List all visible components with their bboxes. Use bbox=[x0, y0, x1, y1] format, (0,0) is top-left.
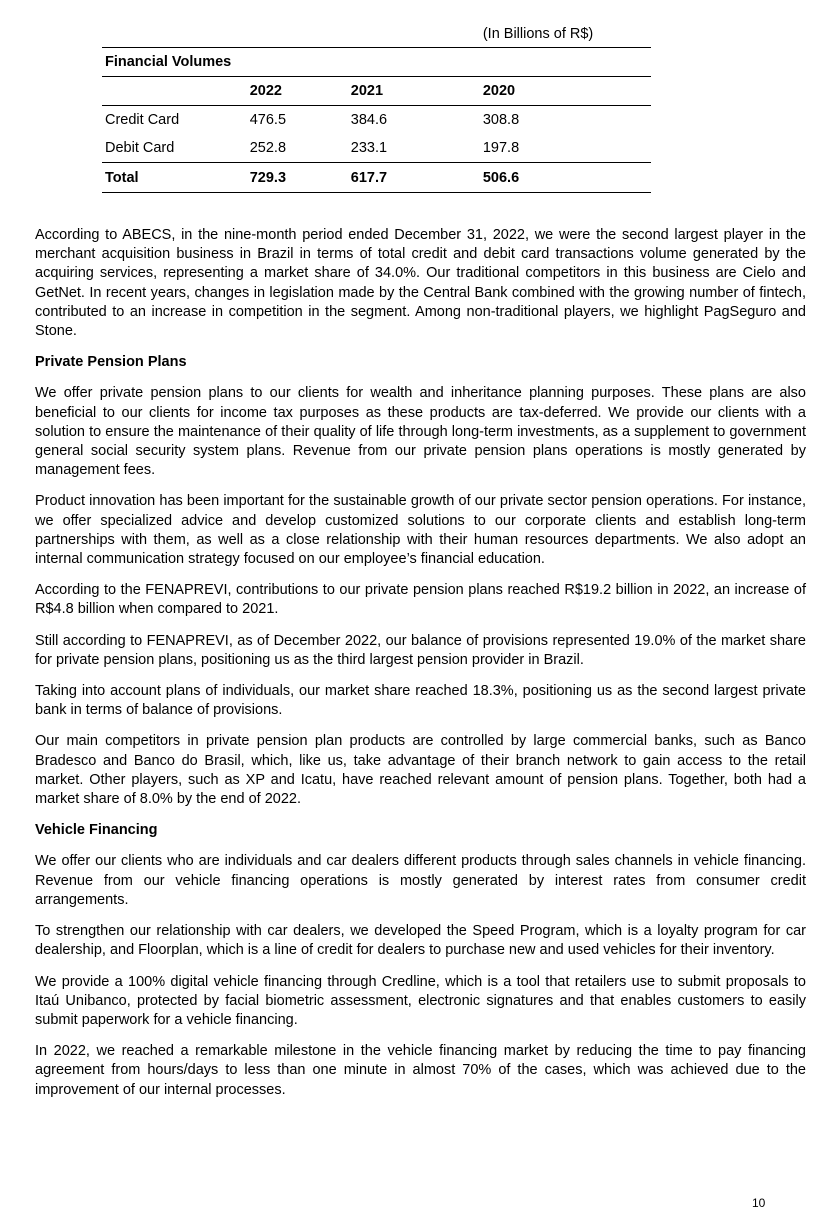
paragraph-pension-provisions: Still according to FENAPREVI, as of December 2022, our balance of provisions represented 19.0% of the market share for private pension plans, positioning us as the third largest pension provider in Brazil. bbox=[35, 632, 806, 668]
cell-value: 252.8 bbox=[249, 140, 287, 156]
paragraph-abecs: According to ABECS, in the nine-month period ended December 31, 2022, we were the second largest player in the merchant acquisition business in Brazil in terms of total credit and debit card transactions volume generated by the acquiring services, representing a market share of 34.0%. Our traditional competitors in this business are Cielo and GetNet. In recent years, changes in legislation made by the Central Bank combined with the growing number of fintech, contributed to an increase in competition in the segment. Among non-traditional players, we highlight PagSeguro and Stone. bbox=[35, 227, 806, 340]
cell-value: 197.8 bbox=[482, 140, 520, 156]
table-unit-row bbox=[102, 20, 651, 48]
cell-value: 308.8 bbox=[482, 112, 520, 128]
table-total-row bbox=[102, 163, 651, 193]
total-value: 617.7 bbox=[348, 163, 480, 193]
unit-label: (In Billions of R$) bbox=[480, 20, 651, 48]
year-header: 2022 bbox=[247, 77, 348, 106]
row-label: Credit Card bbox=[105, 112, 180, 128]
paragraph-pension-innovation: Product innovation has been important for the sustainable growth of our private sector pension operations. For instance, we offer specialized advice and develop customized solutions to our corporate clients and establish long-term partnerships with them, as well as a close relationship with their human resources departments. We also adopt an internal communication strategy focused on our employee’s financial education. bbox=[35, 493, 806, 568]
paragraph-pension-competitors: Our main competitors in private pension plan products are controlled by large commercial banks, such as Banco Bradesco and Banco do Brasil, which, like us, take advantage of their branch network to gain access to the retail market. Other players, such as XP and Icatu, have reached relevant amount of pension plans. Together, both had a market share of 8.0% by the end of 2022. bbox=[35, 733, 806, 808]
cell-value: 233.1 bbox=[350, 140, 388, 156]
paragraph-pension-overview: We offer private pension plans to our clients for wealth and inheritance planning purposes. These plans are also beneficial to our clients for income tax purposes as these products are tax-deferred. We provide our clients with a solution to ensure the maintenance of their quality of life through long-term investments, as a supplement to government general social security system plans. Revenue from our private pension plans operations is mostly generated by management fees. bbox=[35, 385, 806, 479]
total-label: Total bbox=[102, 163, 247, 193]
body-text bbox=[35, 226, 806, 1112]
paragraph-vehicle-overview: We offer our clients who are individuals and car dealers different products through sales channels in vehicle financing. Revenue from our vehicle financing operations is mostly generated by interest rates from consumer credit arrangements. bbox=[35, 853, 806, 908]
table-row bbox=[102, 106, 651, 135]
cell-value: 476.5 bbox=[249, 112, 287, 128]
section-label: Financial Volumes bbox=[102, 48, 651, 77]
table-row bbox=[102, 134, 651, 163]
year-header: 2020 bbox=[480, 77, 651, 106]
paragraph-vehicle-milestone: In 2022, we reached a remarkable milestone in the vehicle financing market by reducing the time to pay financing agreement from hours/days to less than one minute in almost 70% of the cases, which was achieved due to the improvement of our internal processes. bbox=[35, 1043, 806, 1098]
row-label: Debit Card bbox=[105, 140, 175, 156]
year-header: 2021 bbox=[348, 77, 480, 106]
page-number: 10 bbox=[752, 1196, 766, 1210]
paragraph-pension-contributions: According to the FENAPREVI, contributions to our private pension plans reached R$19.2 billion in 2022, an increase of R$4.8 billion when compared to 2021. bbox=[35, 582, 806, 618]
total-value: 729.3 bbox=[247, 163, 348, 193]
financial-volumes-table bbox=[102, 20, 651, 193]
cell-value: 384.6 bbox=[350, 112, 388, 128]
total-value: 506.6 bbox=[480, 163, 651, 193]
paragraph-vehicle-dealers: To strengthen our relationship with car dealers, we developed the Speed Program, which is a loyalty program for car dealership, and Floorplan, which is a line of credit for dealers to purchase new and used vehicles for their inventory. bbox=[35, 923, 806, 959]
table-section-row bbox=[102, 48, 651, 77]
heading-vehicle-financing: Vehicle Financing bbox=[35, 822, 158, 839]
heading-private-pension-plans: Private Pension Plans bbox=[35, 354, 187, 371]
paragraph-vehicle-credline: We provide a 100% digital vehicle financing through Credline, which is a tool that retailers use to submit proposals to Itaú Unibanco, protected by facial biometric assessment, electronic signatures and that enables customers to easily submit paperwork for a vehicle financing. bbox=[35, 973, 806, 1028]
paragraph-pension-individuals: Taking into account plans of individuals, our market share reached 18.3%, positioning us as the second largest private bank in terms of balance of provisions. bbox=[35, 683, 806, 719]
table-header-row bbox=[102, 77, 651, 106]
